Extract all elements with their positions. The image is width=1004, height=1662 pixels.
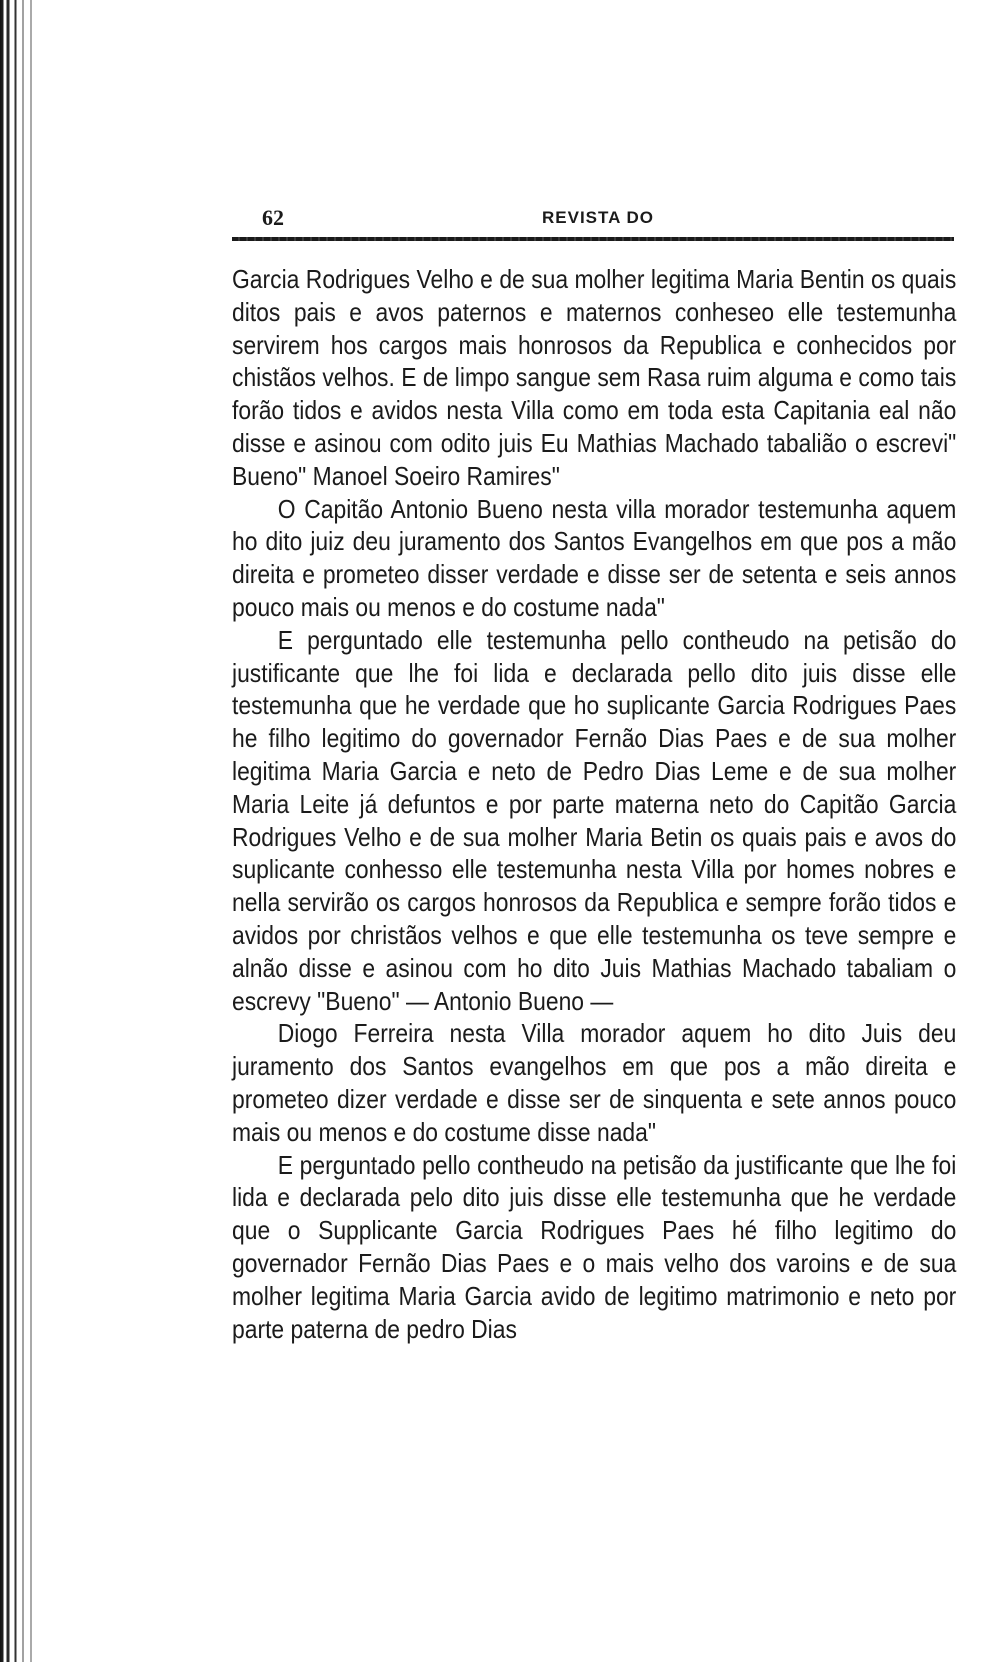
running-title: REVISTA DO [542,208,655,227]
header-rule [232,237,954,241]
running-head [232,205,954,235]
paragraph: E perguntado pello contheudo na petisão da justificante que lhe foi lida e declarada pelo dito juis disse elle testemunha que he verdade que o Supplicante Garcia Rodrigues Paes hé filho legitimo do governador Fernão Dias Paes e o mais velho dos varoins e de sua molher legitima Maria Garcia avido de legitimo matrimonio e neto por parte paterna de pedro Dias [232,1149,957,1344]
paragraph: E perguntado elle testemunha pello contheudo na petisão do justificante que lhe foi lida e declarada pello dito juis disse elle testemunha que he verdade que ho suplicante Garcia Rodrigues Paes he filho legitimo do governador Fernão Dias Paes e de sua molher legitima Maria Garcia e neto de Pedro Dias Leme e de sua molher Maria Leite já defuntos e por parte materna neto do Capitão Garcia Rodrigues Velho e de sua molher Maria Betin os quais pais e avos do suplicante conhesso elle testemunha nesta Villa por homes nobres e nella servirão os cargos honrosos da Republica e sempre forão tidos e avidos por christãos velhos e que elle testemunha os teve sempre e alnão disse e asinou com ho dito Juis Mathias Machado tabaliam o escrevy "Bueno" — Antonio Bueno — [232,624,957,1016]
paragraph: Garcia Rodrigues Velho e de sua molher legitima Maria Bentin os quais ditos pais e avos paternos e maternos conheseo elle testemunha servirem hos cargos mais honrosos da Republica e conhecidos por chistãos velhos. E de limpo sangue sem Rasa ruim alguma e como tais forão tidos e avidos nesta Villa como em toda esta Capitania eal não disse e asinou com odito juis Eu Mathias Machado tabalião o escrevi" Bueno" Manoel Soeiro Ramires" [232,264,957,491]
book-binding-edge [0,0,40,1662]
book-page [232,205,957,1345]
paragraph: O Capitão Antonio Bueno nesta villa morador testemunha aquem ho dito juiz deu juramento dos Santos Evangelhos em que pos a mão direita e prometeo disser verdade e disse ser de setenta e seis annos pouco mais ou menos e do costume nada" [232,493,957,622]
paragraph: Diogo Ferreira nesta Villa morador aquem ho dito Juis deu juramento dos Santos evangelhos em que pos a mão direita e prometeo dizer verdade e disse ser de sinquenta e sete annos pouco mais ou menos e do costume disse nada" [232,1018,957,1147]
page-number: 62 [262,205,284,230]
body-text [232,263,957,1345]
